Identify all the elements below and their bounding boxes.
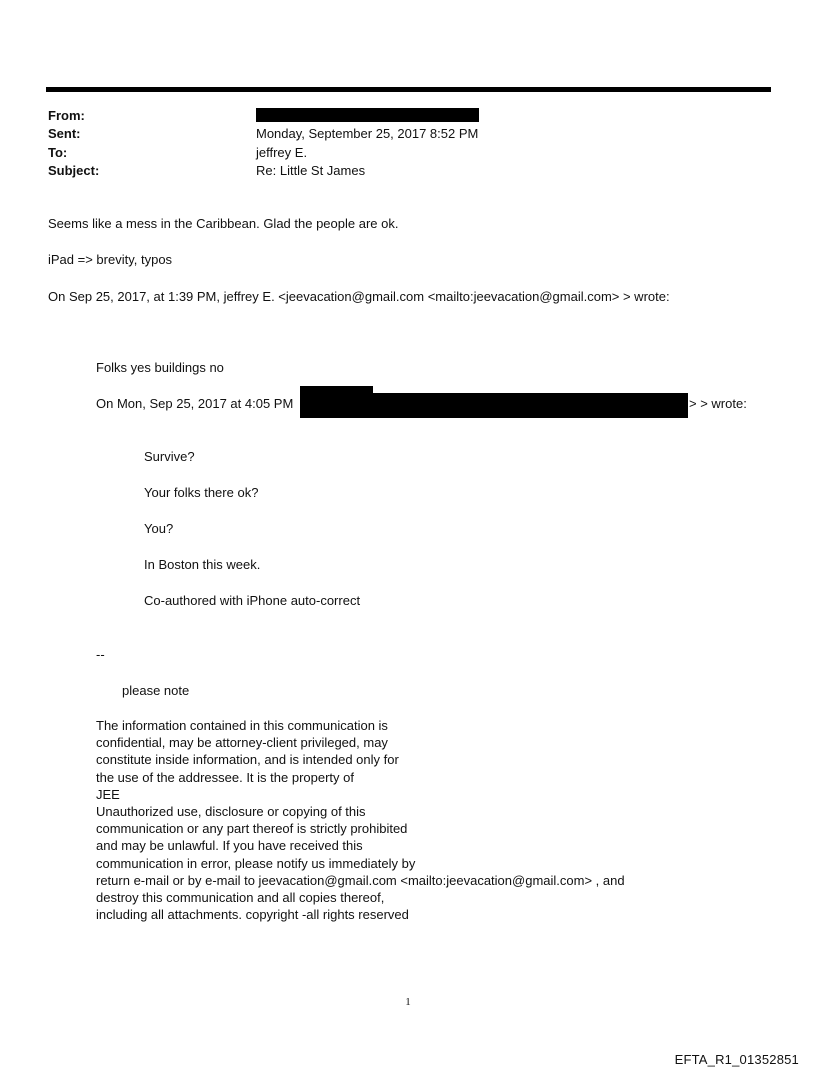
reply2-line-4: In Boston this week. bbox=[144, 557, 261, 572]
disclaimer-line: The information contained in this communication is bbox=[96, 718, 388, 733]
sent-label: Sent: bbox=[48, 126, 81, 141]
body-line-2: iPad => brevity, typos bbox=[48, 252, 173, 267]
redacted-sender-block-2 bbox=[373, 393, 688, 418]
redacted-sender-block-1 bbox=[300, 386, 373, 418]
disclaimer-line: return e-mail or by e-mail to jeevacation@gmail.com <mailto:jeevacation@gmail.com> , and bbox=[96, 872, 625, 888]
reply1-quote-intro-prefix: On Mon, Sep 25, 2017 at 4:05 PM bbox=[96, 396, 294, 411]
disclaimer-line: constitute inside information, and is intended only for bbox=[96, 752, 399, 768]
disclaimer-line: confidential, may be attorney-client privileged, may bbox=[96, 735, 388, 751]
header-rule bbox=[46, 87, 771, 92]
document-id: EFTA_R1_01352851 bbox=[674, 1052, 799, 1067]
sent-value: Monday, September 25, 2017 8:52 PM bbox=[256, 126, 479, 141]
signature-separator: -- bbox=[96, 647, 105, 662]
redacted-from-block bbox=[256, 108, 479, 122]
page-number: 1 bbox=[405, 996, 411, 1008]
confidentiality-disclaimer bbox=[96, 717, 625, 923]
disclaimer-line: destroy this communication and all copies thereof, bbox=[96, 889, 385, 905]
to-value: jeffrey E. bbox=[256, 145, 308, 160]
signature-note: please note bbox=[122, 683, 190, 698]
subject-label: Subject: bbox=[48, 163, 100, 178]
reply2-line-5: Co-authored with iPhone auto-correct bbox=[144, 593, 361, 608]
disclaimer-line: Unauthorized use, disclosure or copying of this bbox=[96, 803, 366, 819]
disclaimer-line: including all attachments. copyright -all rights reserved bbox=[96, 907, 409, 923]
disclaimer-line: the use of the addressee. It is the property of bbox=[96, 769, 354, 785]
reply1-text: Folks yes buildings no bbox=[96, 360, 224, 375]
disclaimer-line: communication in error, please notify us immediately by bbox=[96, 855, 416, 871]
reply2-line-3: You? bbox=[144, 521, 174, 536]
reply2-line-2: Your folks there ok? bbox=[144, 485, 259, 500]
body-line-1: Seems like a mess in the Caribbean. Glad the people are ok. bbox=[48, 216, 399, 231]
subject-value: Re: Little St James bbox=[256, 163, 366, 178]
reply2-line-1: Survive? bbox=[144, 449, 195, 464]
disclaimer-line: communication or any part thereof is strictly prohibited bbox=[96, 821, 408, 837]
to-label: To: bbox=[48, 145, 68, 160]
disclaimer-line: JEE bbox=[96, 786, 120, 802]
from-label: From: bbox=[48, 108, 85, 123]
quote-intro: On Sep 25, 2017, at 1:39 PM, jeffrey E. <jeevacation@gmail.com <mailto:jeevacation@gmail.com> > wrote: bbox=[48, 289, 670, 304]
disclaimer-line: and may be unlawful. If you have received this bbox=[96, 838, 363, 854]
reply1-quote-intro-suffix: > > wrote: bbox=[689, 396, 747, 411]
